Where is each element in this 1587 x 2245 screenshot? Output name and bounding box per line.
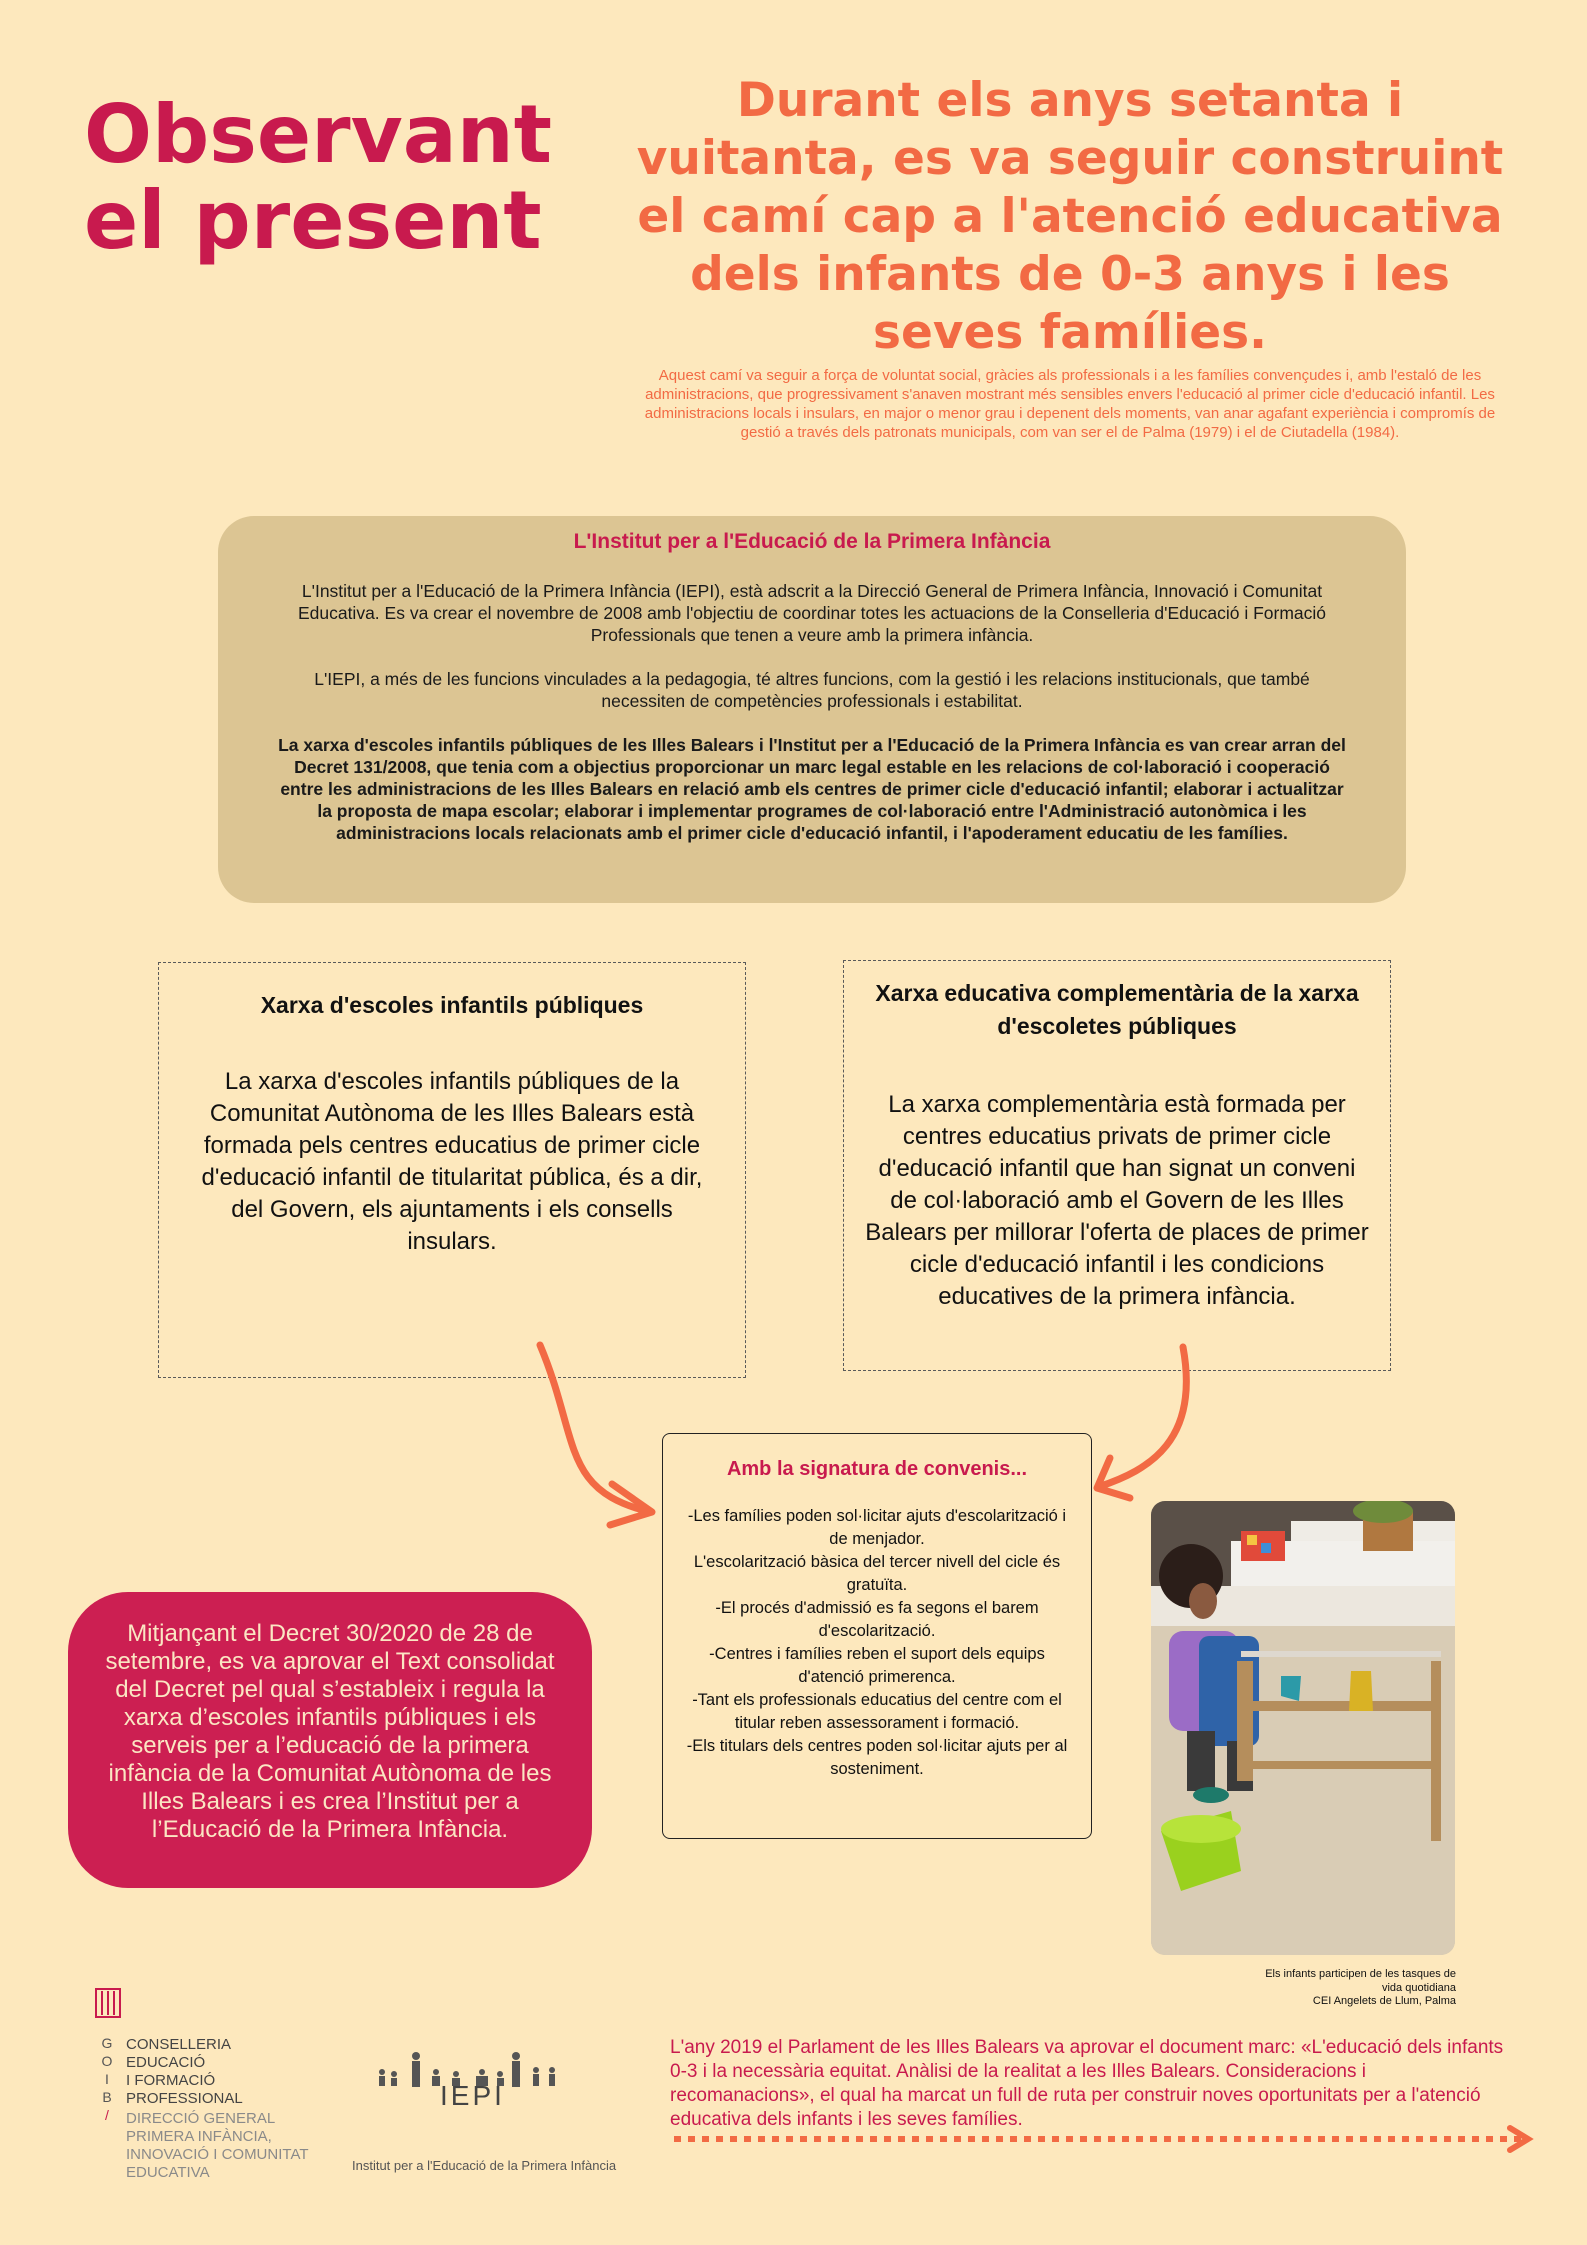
headline: Durant els anys setanta i vuitanta, es va seguir construint el camí cap a l'atenció educativa dels infants de 0-3 anys i les seves famílies. <box>636 73 1504 360</box>
goib-letter: B <box>102 2089 112 2105</box>
goib-directorate <box>126 2110 309 2182</box>
goib-line: INNOVACIÓ I COMUNITAT <box>126 2146 309 2163</box>
caption-line-2: vida quotidiana <box>1381 1981 1456 1994</box>
decree-box: Mitjançant el Decret 30/2020 de 28 de setembre, es va aprovar el Text consolidat del Decret pel qual s’estableix i regula la xarxa d’escoles infantils públiques i els serveis per a l’educació de la primera infància de la Comunitat Autònoma de les Illes Balears i es crea l’Institut per a l’Educació de la Primera Infància. <box>68 1592 592 1888</box>
goib-letters: G O I B / <box>101 2035 113 2123</box>
caption-line-3: CEI Angelets de Llum, Palma <box>1312 1995 1456 2007</box>
public-network-title: Xarxa d'escoles infantils públiques <box>260 992 644 1018</box>
public-network-text: La xarxa d'escoles infantils públiques de la Comunitat Autònoma de les Illes Balears està formada pels centres educatius de primer cicle d'educació infantil de titularitat pública, és a dir, del Govern, els ajuntaments i els consells insulars. <box>201 1068 703 1255</box>
agreement-item: -Els titulars dels centres poden sol·licitar ajuts per al sosteniment. <box>686 1737 1068 1778</box>
goib-letter: G <box>101 2035 113 2051</box>
agreements-title: Amb la signatura de convenis... <box>726 1458 1028 1480</box>
framework-document-text: L'any 2019 el Parlament de les Illes Balears va aprovar el document marc: «L'educació dels infants 0-3 i la necessària equitat. Anàlisi de la realitat a les Illes Balears. Consideracions i recomanacions», el qual ha marcat un full de ruta per construir noves oportunitats per a l'atenció educativa dels infants i les seves famílies. <box>670 2037 1504 2130</box>
photo-caption <box>1150 1968 1456 2009</box>
iepi-paragraph-3: La xarxa d'escoles infantils públiques de les Illes Balears i l'Institut per a l'Educació de la Primera Infància es van crear arran del Decret 131/2008, que tenia com a objectius proporcionar un marc legal estable en les relacions de col·laboració i cooperació entre les administracions de les Illes Balears en relació amb els centres de primer cicle d'educació infantil; elaborar i actualitzar la proposta de mapa escolar; elaborar i implementar programes de col·laboració entre l'Administració autonòmica i les administracions locals relacionats amb el primer cicle d'educació infantil, i l'apoderament educatiu de les famílies. <box>278 735 1346 843</box>
goib-line: PRIMERA INFÀNCIA, <box>126 2128 272 2145</box>
agreement-item: -El procés d'admissió es fa segons el barem d'escolarització. <box>715 1599 1039 1640</box>
iepi-paragraph-2: L'IEPI, a més de les funcions vinculades a la pedagogia, té altres funcions, com la gestió i les relacions institucionals, que també necessiten de competències professionals i estabilitat. <box>314 669 1310 711</box>
goib-line: PROFESSIONAL <box>126 2090 243 2107</box>
title-line-2: el present <box>84 174 542 267</box>
child-activity-photo <box>1151 1501 1455 1955</box>
agreements-box <box>662 1433 1092 1839</box>
goib-line: EDUCACIÓ <box>126 2054 206 2071</box>
dotted-arrow <box>670 2124 1550 2154</box>
left-curved-arrow <box>540 1345 650 1512</box>
goib-emblem-icon <box>94 1985 122 2021</box>
iepi-logo-subtitle: Institut per a l'Educació de la Primera Infància <box>352 2158 617 2173</box>
iepi-title: L'Institut per a l'Educació de la Primera Infància <box>573 530 1051 553</box>
goib-department <box>126 2036 243 2108</box>
iepi-paragraph-1: L'Institut per a l'Educació de la Primera Infància (IEPI), està adscrit a la Direcció General de Primera Infància, Innovació i Comunitat Educativa. Es va crear el novembre de 2008 amb l'objectiu de coordinar totes les actuacions de la Conselleria d'Educació i Formació Professionals que tenen a veure amb la primera infància. <box>297 581 1327 645</box>
agreement-item: L'escolarització bàsica del tercer nivell del cicle és gratuïta. <box>693 1553 1061 1594</box>
agreement-item: -Les famílies poden sol·licitar ajuts d'escolarització i de menjador. <box>687 1507 1067 1548</box>
goib-line: CONSELLERIA <box>126 2036 232 2053</box>
right-curved-arrow <box>1098 1347 1186 1487</box>
goib-line: EDUCATIVA <box>126 2164 210 2181</box>
title-line-1: Observant <box>84 88 552 181</box>
goib-letter: I <box>105 2071 109 2087</box>
goib-line: DIRECCIÓ GENERAL <box>126 2110 276 2127</box>
caption-line-1: Els infants participen de les tasques de <box>1265 1968 1456 1980</box>
intro-paragraph: Aquest camí va seguir a força de voluntat social, gràcies als professionals i a les famílies convençudes i, amb l'estaló de les administracions, que progressivament s'anaven mostrant més sensibles envers l'educació al primer cicle d'educació infantil. Les administracions locals i insulars, en major o menor grau i depenent dels moments, van anar agafant experiència i compromís de gestió a través dels patronats municipals, com van ser el de Palma (1979) i el de Ciutadella (1984). <box>644 367 1496 441</box>
goib-line: I FORMACIÓ <box>126 2072 216 2089</box>
complementary-network-text: La xarxa complementària està formada per centres educatius privats de primer cicle d'educació infantil que han signat un conveni de col·laboració amb el Govern de les Illes Balears per millorar l'oferta de places de primer cicle d'educació infantil i les condicions educatives de la primera infància. <box>865 1091 1369 1310</box>
agreement-item: -Tant els professionals educatius del centre com el titular reben assessorament i formació. <box>692 1691 1062 1732</box>
goib-letter: O <box>101 2053 113 2069</box>
agreement-item: -Centres i famílies reben el suport dels equips d'atenció primerenca. <box>709 1645 1045 1686</box>
iepi-logo-wordmark: IEPI <box>440 2080 505 2111</box>
complementary-network-title: Xarxa educativa complementària de la xarxa d'escoletes públiques <box>875 980 1359 1039</box>
